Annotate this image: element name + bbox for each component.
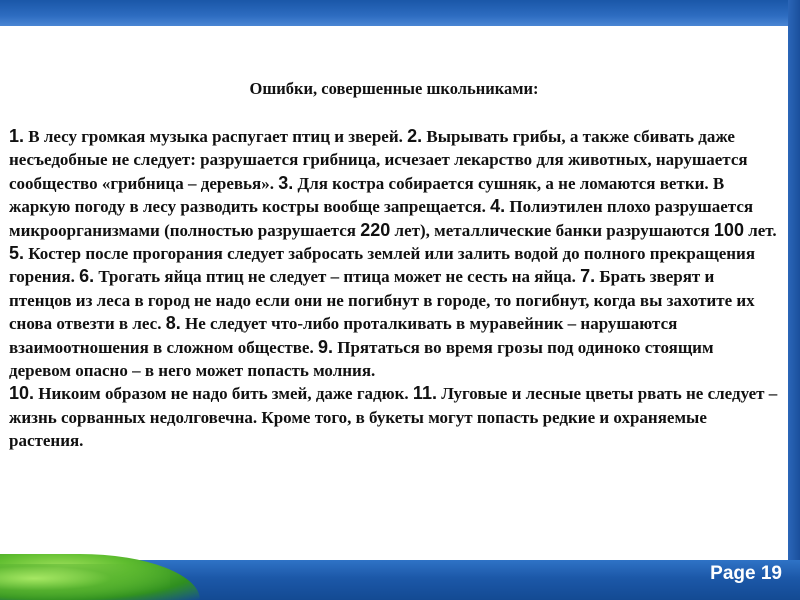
item-text: В лесу громкая музыка распугает птиц и зверей. [24,127,408,146]
item-number: 3. [278,172,294,193]
item-number: 9. [317,336,333,357]
item-number: 8. [165,313,181,334]
right-edge-strip [788,0,800,600]
item-number: 6. [79,266,95,287]
item-text: Прятаться во время грозы под одиноко стоящим деревом опасно – в него может попасть молния. [9,337,714,381]
text-paragraph [9,382,779,452]
slide-title: Ошибки, совершенные школьниками: [249,79,539,98]
item-number: 100 [713,219,744,240]
item-text: Вырывать грибы, а также сбивать даже несъедобные не следует: разрушается грибница, исчезает лекарство для животных, нарушается сообщество «грибница – деревья». [9,127,748,193]
item-number: 220 [360,219,391,240]
item-number: 4. [490,196,506,217]
item-text: Никоим образом не надо бить змей, даже гадюк. [34,384,413,404]
item-number: 11. [412,383,437,404]
item-text: лет. [743,220,777,240]
item-number: 1. [9,126,25,146]
item-text: лет), металлические банки разрушаются [390,220,714,240]
item-text: Брать зверят и птенцов из леса в город не надо если они не погибнут в городе, то погибнут, когда вы захотите их снова отвезти в лес. [9,267,755,334]
item-number: 10. [9,383,35,404]
item-number: 5. [9,243,25,264]
mistakes-list-text [9,125,779,453]
item-text: Полиэтилен плохо разрушается микроорганизмами (полностью разрушается [9,197,754,240]
item-text: Костер после прогорания следует забросать землей или залить водой до полного прекращения горения. [9,244,756,287]
top-banner [0,0,800,26]
item-text: Трогать яйца птиц не следует – птица может не сесть на яйца. [94,267,581,287]
page-number: Page 19 [710,563,782,584]
item-text: Не следует что-либо проталкивать в муравейник – нарушаются взаимоотношения в сложном обществе. [9,314,678,357]
item-number: 2. [407,126,423,146]
item-text: Для костра собирается сушняк, а не ломаются ветки. В жаркую погоду в лесу разводить костры вообще запрещается. [9,173,725,217]
text-paragraph [9,125,779,382]
item-text: Луговые и лесные цветы рвать не следует – жизнь сорванных недолговечна. Кроме того, в букеты могут попасть редкие и охраняемые растения. [9,384,778,451]
item-number: 7. [580,266,596,287]
